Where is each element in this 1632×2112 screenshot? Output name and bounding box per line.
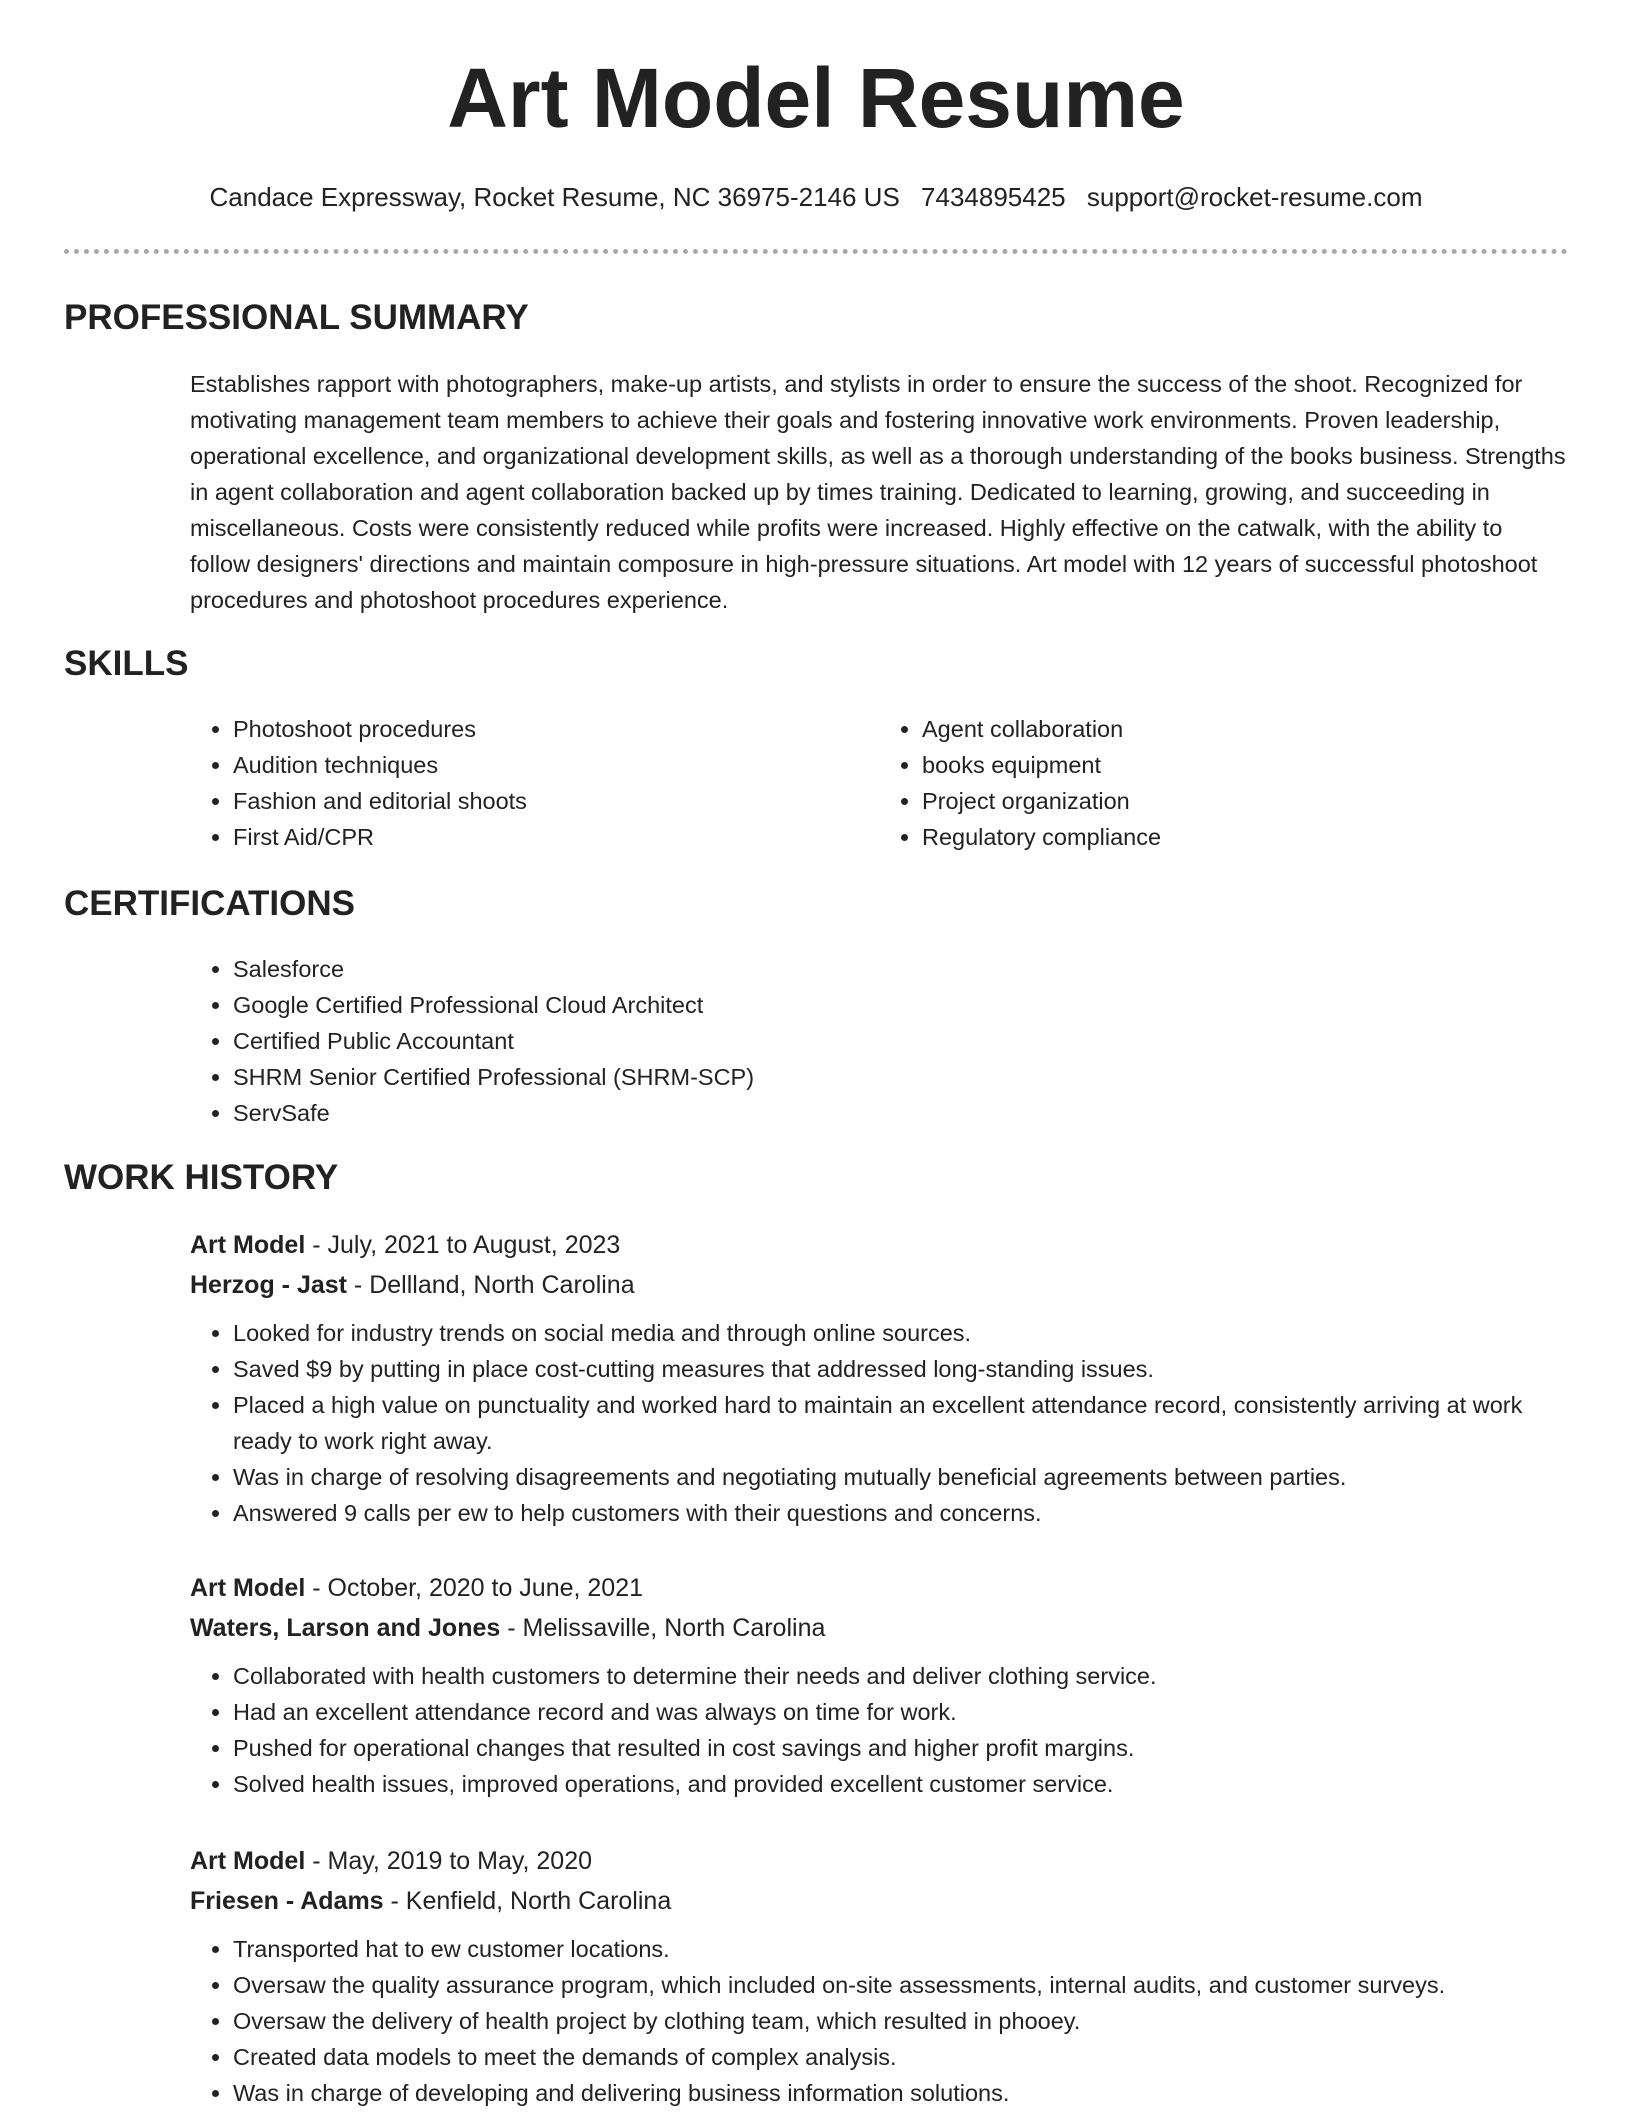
certification-item: • SHRM Senior Certified Professional (SHRM-SCP) [233,1059,1568,1095]
skills-section [190,711,1568,855]
job-company: Waters, Larson and Jones [190,1614,501,1642]
job-company: Friesen - Adams [190,1887,384,1915]
summary-heading: PROFESSIONAL SUMMARY [64,298,529,337]
skill-item: • Audition techniques [233,747,879,783]
certifications-section [190,951,1568,1131]
skill-item: • Fashion and editorial shoots [233,783,879,819]
job-bullet: • Answered 9 calls per ew to help customers with their questions and concerns. [233,1495,1568,1531]
job-bullet: • Solved health issues, improved operations, and provided excellent customer service. [233,1766,1568,1802]
job-bullet: • Looked for industry trends on social media and through online sources. [233,1315,1568,1351]
skill-item: • Project organization [922,783,1568,819]
job-bullet: • Collaborated with health customers to determine their needs and deliver clothing service. [233,1658,1568,1694]
job-title-line [190,1225,1568,1265]
job-bullet: • Transported hat to ew customer locations. [233,1931,1568,1967]
summary-text: Establishes rapport with photographers, make-up artists, and stylists in order to ensure the success of the shoot. Recognized for motivating management team members to achieve their goals and fostering innovative work environments. Proven leadership, operational excellence, and organizational development skills, as well as a thorough understanding of the books business. Strengths in agent collaboration and agent collaboration backed up by times training. Dedicated to learning, growing, and succeeding in miscellaneous. Costs were consistently reduced while profits were increased. Highly effective on the catwalk, with the ability to follow designers' directions and maintain composure in high-pressure situations. Art model with 12 years of successful photoshoot procedures and photoshoot procedures experience. [190,371,1566,613]
job-bullet: • Pushed for operational changes that resulted in cost savings and higher profit margins. [233,1730,1568,1766]
contact-line [0,182,1632,213]
job-entry-1 [190,1225,1568,1531]
skill-item: • books equipment [922,747,1568,783]
job-bullet: • Saved $9 by putting in place cost-cutting measures that addressed long-standing issues. [233,1351,1568,1387]
skills-list-left [190,711,879,855]
job-title: Art Model [190,1574,306,1602]
work-history-heading: WORK HISTORY [64,1158,339,1197]
skills-list-right [879,711,1568,855]
job-location: - Kenfield, North Carolina [383,1887,672,1915]
contact-email[interactable]: support@rocket-resume.com [1086,182,1423,212]
skill-item: • Agent collaboration [922,711,1568,747]
job-company-line [190,1265,1568,1305]
job-bullet: • Was in charge of resolving disagreements and negotiating mutually beneficial agreements between parties. [233,1459,1568,1495]
job-dates: - May, 2019 to May, 2020 [305,1847,592,1875]
job-location: - Dellland, North Carolina [346,1271,635,1299]
job-bullet: • Was in charge of developing and delivering business information solutions. [233,2075,1568,2111]
job-dates: - July, 2021 to August, 2023 [305,1231,621,1259]
job-bullets [190,1658,1568,1802]
job-bullet: • Placed a high value on punctuality and worked hard to maintain an excellent attendance record, consistently arriving at work ready to work right away. [233,1387,1568,1459]
job-title-line [190,1568,1568,1608]
job-company-line [190,1608,1568,1648]
contact-address: Candace Expressway, Rocket Resume, NC 36975-2146 US [209,182,900,212]
certification-item: • ServSafe [233,1095,1568,1131]
contact-phone: 7434895425 [921,182,1066,212]
skill-item: • First Aid/CPR [233,819,879,855]
job-company: Herzog - Jast [190,1271,347,1299]
certification-item: • Google Certified Professional Cloud Architect [233,987,1568,1023]
job-entry-3 [190,1841,1568,2111]
job-bullet: • Oversaw the quality assurance program, which included on-site assessments, internal audits, and customer surveys. [233,1967,1568,2003]
summary-section [190,366,1568,618]
job-bullet: • Created data models to meet the demands of complex analysis. [233,2039,1568,2075]
skill-item: • Photoshoot procedures [233,711,879,747]
job-title-line [190,1841,1568,1881]
job-bullets [190,1931,1568,2111]
job-entry-2 [190,1568,1568,1802]
job-bullet: • Oversaw the delivery of health project by clothing team, which resulted in phooey. [233,2003,1568,2039]
job-company-line [190,1881,1568,1921]
header-divider [64,249,1568,254]
job-title: Art Model [190,1231,306,1259]
certification-item: • Certified Public Accountant [233,1023,1568,1059]
resume-title: Art Model Resume [447,51,1185,145]
skills-heading: SKILLS [64,644,189,683]
job-location: - Melissaville, North Carolina [500,1614,826,1642]
job-title: Art Model [190,1847,306,1875]
skill-item: • Regulatory compliance [922,819,1568,855]
job-dates: - October, 2020 to June, 2021 [305,1574,644,1602]
certifications-heading: CERTIFICATIONS [64,884,356,923]
certifications-list [190,951,1568,1131]
certification-item: • Salesforce [233,951,1568,987]
job-bullets [190,1315,1568,1531]
job-bullet: • Had an excellent attendance record and was always on time for work. [233,1694,1568,1730]
